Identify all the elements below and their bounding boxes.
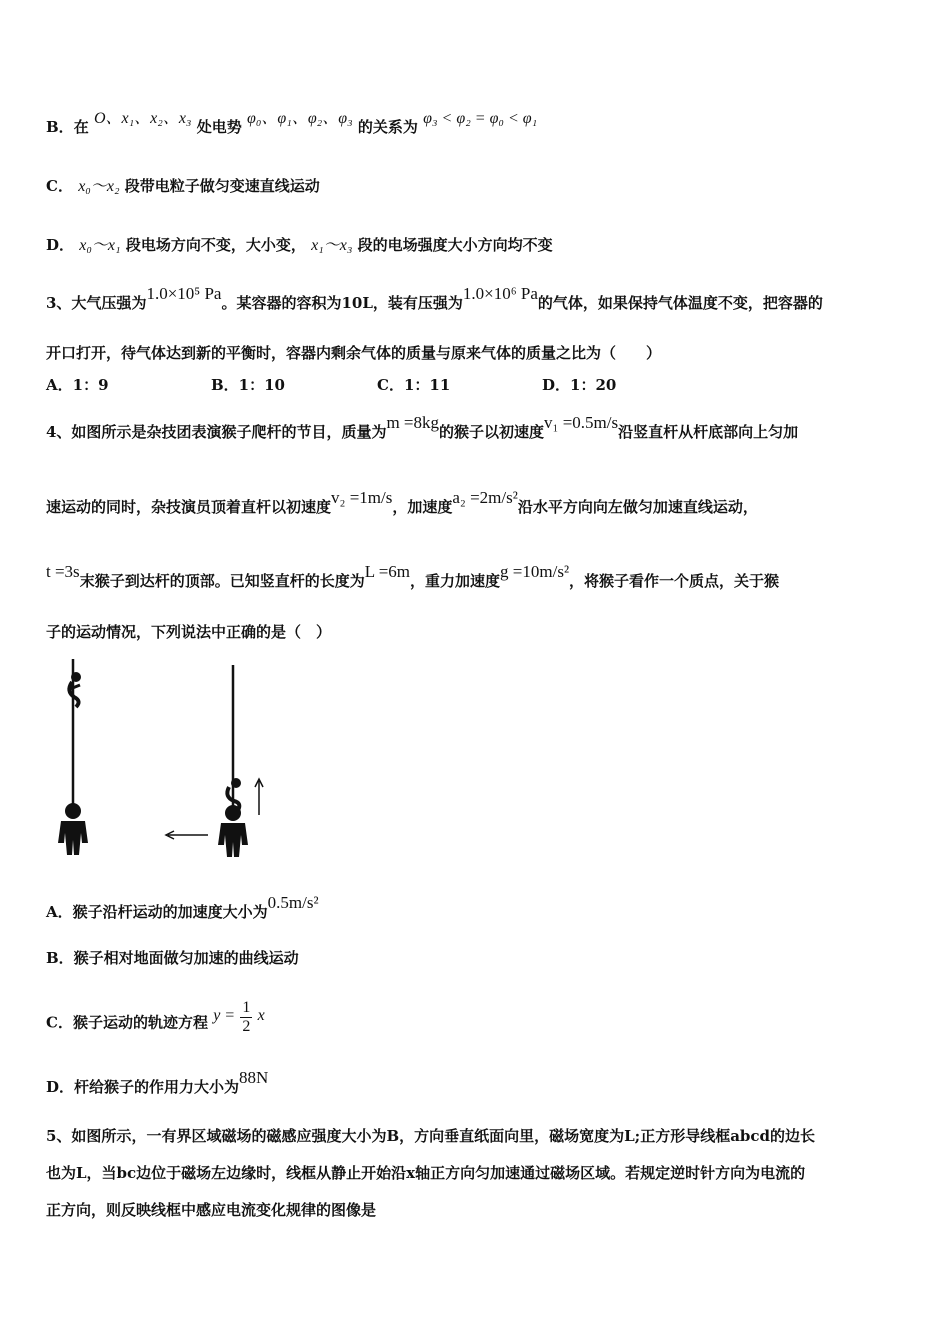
left-arrow-icon: [166, 831, 208, 839]
q5-stem-line-1: 5、如图所示，一有界区域磁场的磁感应强度大小为B，方向垂直纸面向里，磁场宽度为L;正方形导线框abcd的边长: [46, 1127, 816, 1145]
math-points: O、x₁、x₂、x₃: [93, 110, 192, 127]
q3-option-a: A．1：9: [46, 376, 109, 394]
q4-stem-line-4: 子的运动情况，下列说法中正确的是（ ）: [46, 623, 332, 641]
fraction: $\frac{1}{2}$: [242, 999, 251, 1035]
q2-option-c: C． x₀～x₂ 段带电粒子做匀变速直线运动: [46, 177, 320, 195]
q4-stem-line-3: t =3s末猴子到达杆的顶部。已知竖直杆的长度为L =6m，重力加速度g =10m/s²，将猴子看作一个质点，关于猴: [46, 562, 780, 590]
up-arrow-icon: [255, 779, 263, 815]
math-range-2: x₁～x₃: [311, 237, 353, 254]
q3-stem-line-1: 3、大气压强为1.0×10⁵ Pa。某容器的容积为10L，装有压强为1.0×10⁶ Pa的气体，如果保持气体温度不变，把容器的: [46, 284, 823, 312]
q5-stem-line-3: 正方向，则反映线框中感应电流变化规律的图像是: [46, 1201, 377, 1219]
q2-option-d: D． x₀～x₁ 段电场方向不变，大小变， x₁～x₃ 段的电场强度大小方向均不变: [46, 236, 553, 254]
math-range: x₀～x₂: [78, 178, 120, 195]
q3-stem-line-2: 开口打开，待气体达到新的平衡时，容器内剩余气体的质量与原来气体的质量之比为（ ）: [46, 344, 662, 362]
q4-stem-line-1: 4、如图所示是杂技团表演猴子爬杆的节目，质量为m =8kg的猴子以初速度v₁ =0.5m/s沿竖直杆从杆底部向上匀加: [46, 413, 799, 441]
q4-figure: [46, 655, 286, 865]
q3-option-b: B．1：10: [211, 376, 285, 394]
left-performer-icon: [58, 803, 88, 855]
q4-option-c: C．猴子运动的轨迹方程 y = $\frac{1}{2}$ x: [46, 999, 265, 1035]
right-performer-icon: [218, 805, 248, 857]
q2-option-b: B．在 O、x₁、x₂、x₃ 处电势 φ₀、φ₁、φ₂、φ₃ 的关系为 φ₃ < φ₂ = φ₀ < φ₁: [46, 110, 538, 136]
q5-stem-line-2: 也为L，当bc边位于磁场左边缘时，线框从静止开始沿x轴正方向匀加速通过磁场区域。若规定逆时针方向为电流的: [46, 1164, 806, 1182]
math-potentials: φ₀、φ₁、φ₂、φ₃: [246, 110, 353, 127]
q4-option-d: D．杆给猴子的作用力大小为88N: [46, 1068, 269, 1096]
q3-option-d: D．1：20: [542, 376, 617, 394]
q4-option-b: B．猴子相对地面做匀加速的曲线运动: [46, 949, 299, 967]
q4-option-a: A．猴子沿杆运动的加速度大小为0.5m/s²: [46, 893, 319, 921]
math-relation: φ₃ < φ₂ = φ₀ < φ₁: [423, 110, 538, 127]
left-monkey-icon: [69, 672, 81, 707]
q4-stem-line-2: 速运动的同时，杂技演员顶着直杆以初速度v₂ =1m/s，加速度a₂ =2m/s²沿水平方向向左做匀加速直线运动，: [46, 488, 758, 516]
q3-option-c: C．1：11: [377, 376, 451, 394]
q3-options: [46, 374, 926, 394]
math-range-1: x₀～x₁: [79, 237, 121, 254]
